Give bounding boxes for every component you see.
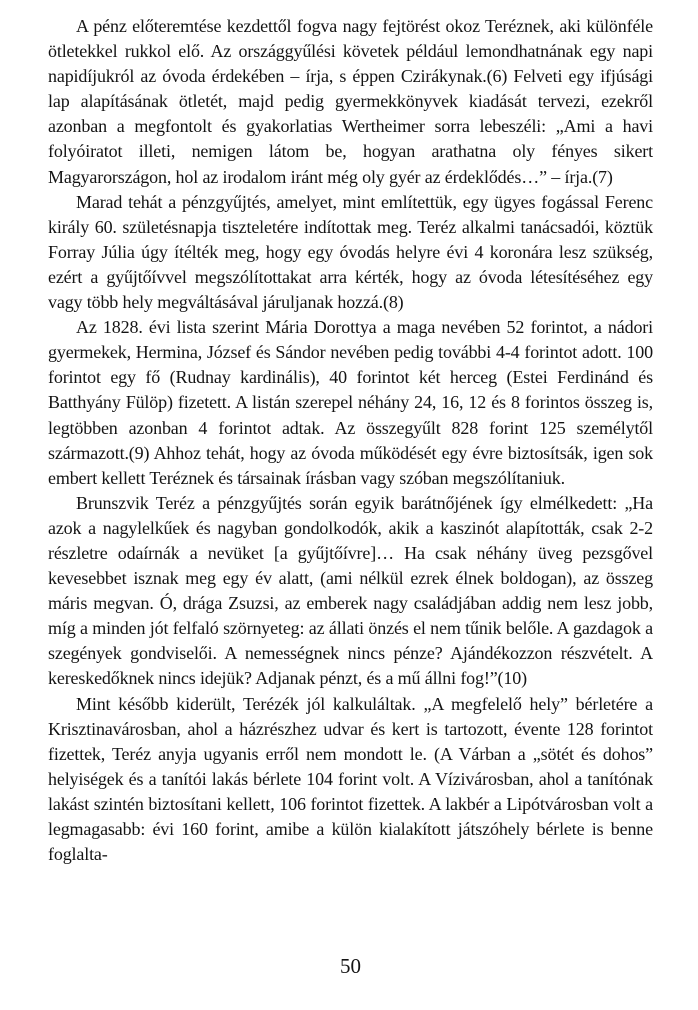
paragraph-4: Brunszvik Teréz a pénzgyűjtés során egyik barátnőjének így elmélkedett: „Ha azok a nagylelkűek és nagyban gondolkodók, akik a kaszinót alapították, csak 2-2 részletre odaírnák a nevüket [a gyűjtőívre]… Ha csak néhány üveg pezsgővel kevesebbet isznak meg egy év alatt, (ami nélkül ezrek élnek boldogan), az összeg máris megvan. Ó, drága Zsuzsi, az emberek nagy családjában addig nem lesz jobb, míg a minden jót felfaló szörnyeteg: az állati önzés el nem tűnik belőle. A gazdagok a szegények gondviselői. A nemességnek nincs pénze? Ajándékozzon részvételt. A kereskedőknek nincs idejük? Adjanak pénzt, és a mű állni fog!”(10)	[48, 492, 653, 689]
document-page	[48, 14, 653, 996]
paragraph-2: Marad tehát a pénzgyűjtés, amelyet, mint említettük, egy ügyes fogással Ferenc király 60. születésnapja tiszteletére indítottak meg. Teréz alkalmi tanácsadói, köztük Forray Júlia úgy ítélték meg, hogy egy óvodás helyre évi 4 koronára lesz szükség, ezért a gyűjtőívvel megszólítottakat arra kérték, hogy az óvoda létesítéséhez egy vagy több hely megváltásával járuljanak hozzá.(8)	[48, 191, 653, 313]
body-text	[48, 14, 653, 867]
paragraph-1: A pénz előteremtése kezdettől fogva nagy fejtörést okoz Teréznek, aki különféle ötletekkel rukkol elő. Az országgyűlési követek például lemondhatnának egy napi napidíjukról az óvoda érdekében – írja, s éppen Czirákynak.(6) Felveti egy ifjúsági lap alapításának ötletét, majd pedig gyermekkönyvek kiadását tervezi, ezekről azonban a megfontolt és gyakorlatias Wertheimer sorra lebeszéli: „Ami a havi folyóiratot illeti, nemigen látom be, hogyan arathatna oly fényes sikert Magyarországon, hol az irodalom iránt még oly gyér az érdeklődés…” – írja.(7)	[48, 16, 653, 187]
page-number: 50	[340, 954, 361, 978]
paragraph-3: Az 1828. évi lista szerint Mária Dorottya a maga nevében 52 forintot, a nádori gyermekek, Hermina, József és Sándor nevében pedig további 4-4 forintot adott. 100 forintot egy fő (Rudnay kardinális), 40 forintot két herceg (Estei Ferdinánd és Batthyány Fülöp) fizetett. A listán szerepel néhány 24, 16, 12 és 8 forintos összeg is, legtöbben azonban 4 forintot adtak. Az összegyűlt 828 forint 125 személytől származott.(9) Ahhoz tehát, hogy az óvoda működését egy évre biztosítsák, igen sok embert kellett Teréznek és társainak írásban vagy szóban megszólítaniuk.	[48, 317, 653, 488]
paragraph-5: Mint később kiderült, Terézék jól kalkuláltak. „A megfelelő hely” bérletére a Krisztinavárosban, ahol a házrészhez udvar és kert is tartozott, évente 128 forintot fizettek, Teréz anyja ugyanis erről nem mondott le. (A Várban a „sötét és dohos” helyiségek és a tanítói lakás bérlete 104 forint volt. A Vízivárosban, ahol a tanítónak lakást szintén biztosítani kellett, 106 forintot fizettek. A lakbér a Lipótvárosban volt a legmagasabb: évi 160 forint, amibe a külön kialakított játszóhely bérlete is benne foglalta-	[48, 693, 653, 865]
